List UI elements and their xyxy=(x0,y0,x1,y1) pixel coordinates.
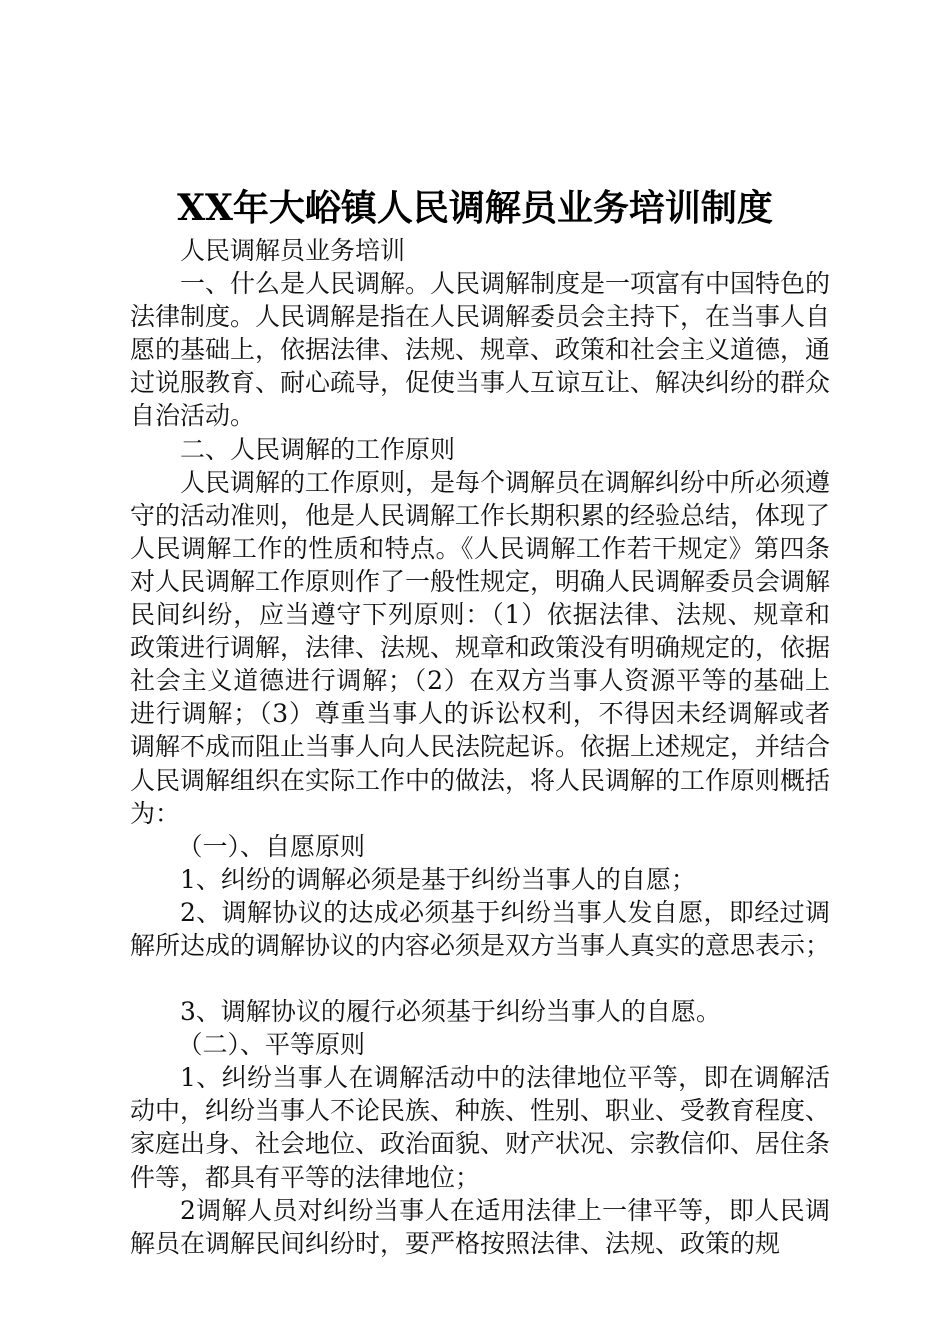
paragraph-training-heading: 人民调解员业务培训 xyxy=(180,236,406,265)
paragraph-equality-1: 1、纠纷当事人在调解活动中的法律地位平等，即在调解活动中，纠纷当事人不论民族、种族、性别、职业、受教育程度、家庭出身、社会地位、政治面貌、财产状况、宗教信仰、居住条件等，都具有平等的法律地位； xyxy=(130,1063,831,1192)
paragraph-voluntary-1: 1、纠纷的调解必须是基于纠纷当事人的自愿； xyxy=(180,864,696,894)
paragraph-principles-heading: 二、人民调解的工作原则 xyxy=(180,434,456,464)
paragraph-principles-text: 人民调解的工作原则，是每个调解员在调解纠纷中所必须遵守的活动准则，他是人民调解工作长期积累的经验总结，体现了人民调解工作的性质和特点。《人民调解工作若干规定》第四条对人民调解工作原则作了一般性规定，明确人民调解委员会调解民间纠纷，应当遵守下列原则：（1）依据法律、法规、规章和政策进行调解，法律、法规、规章和政策没有明确规定的，依据社会主义道德进行调解；（2）在双方当事人资源平等的基础上进行调解；（3）尊重当事人的诉讼权利，不得因未经调解或者调解不成而阻止当事人向人民法院起诉。依据上述规定，并结合人民调解组织在实际工作中的做法，将人民调解的工作原则概括为： xyxy=(130,467,831,828)
paragraph-voluntary-2: 2、调解协议的达成必须基于纠纷当事人发自愿，即经过调解所达成的调解协议的内容必须是双方当事人真实的意思表示； xyxy=(130,897,831,960)
paragraph-voluntary-heading: （一）、自愿原则 xyxy=(177,831,366,861)
document-body xyxy=(130,234,830,1260)
document-title: XX年大峪镇人民调解员业务培训制度 xyxy=(177,187,773,229)
paragraph-equality-2: 2调解人员对纠纷当事人在适用法律上一律平等，即人民调解员在调解民间纠纷时，要严格按照法律、法规、政策的规 xyxy=(130,1195,830,1258)
paragraph-what-is-mediation: 一、什么是人民调解。人民调解制度是一项富有中国特色的法律制度。人民调解是指在人民调解委员会主持下，在当事人自愿的基础上，依据法律、法规、规章、政策和社会主义道德，通过说服教育、耐心疏导，促使当事人互谅互让、解决纠纷的群众自治活动。 xyxy=(130,269,831,431)
paragraph-voluntary-3: 3、调解协议的履行必须基于纠纷当事人的自愿。 xyxy=(180,997,721,1027)
paragraph-equality-heading: （二）、平等原则 xyxy=(177,1030,366,1060)
